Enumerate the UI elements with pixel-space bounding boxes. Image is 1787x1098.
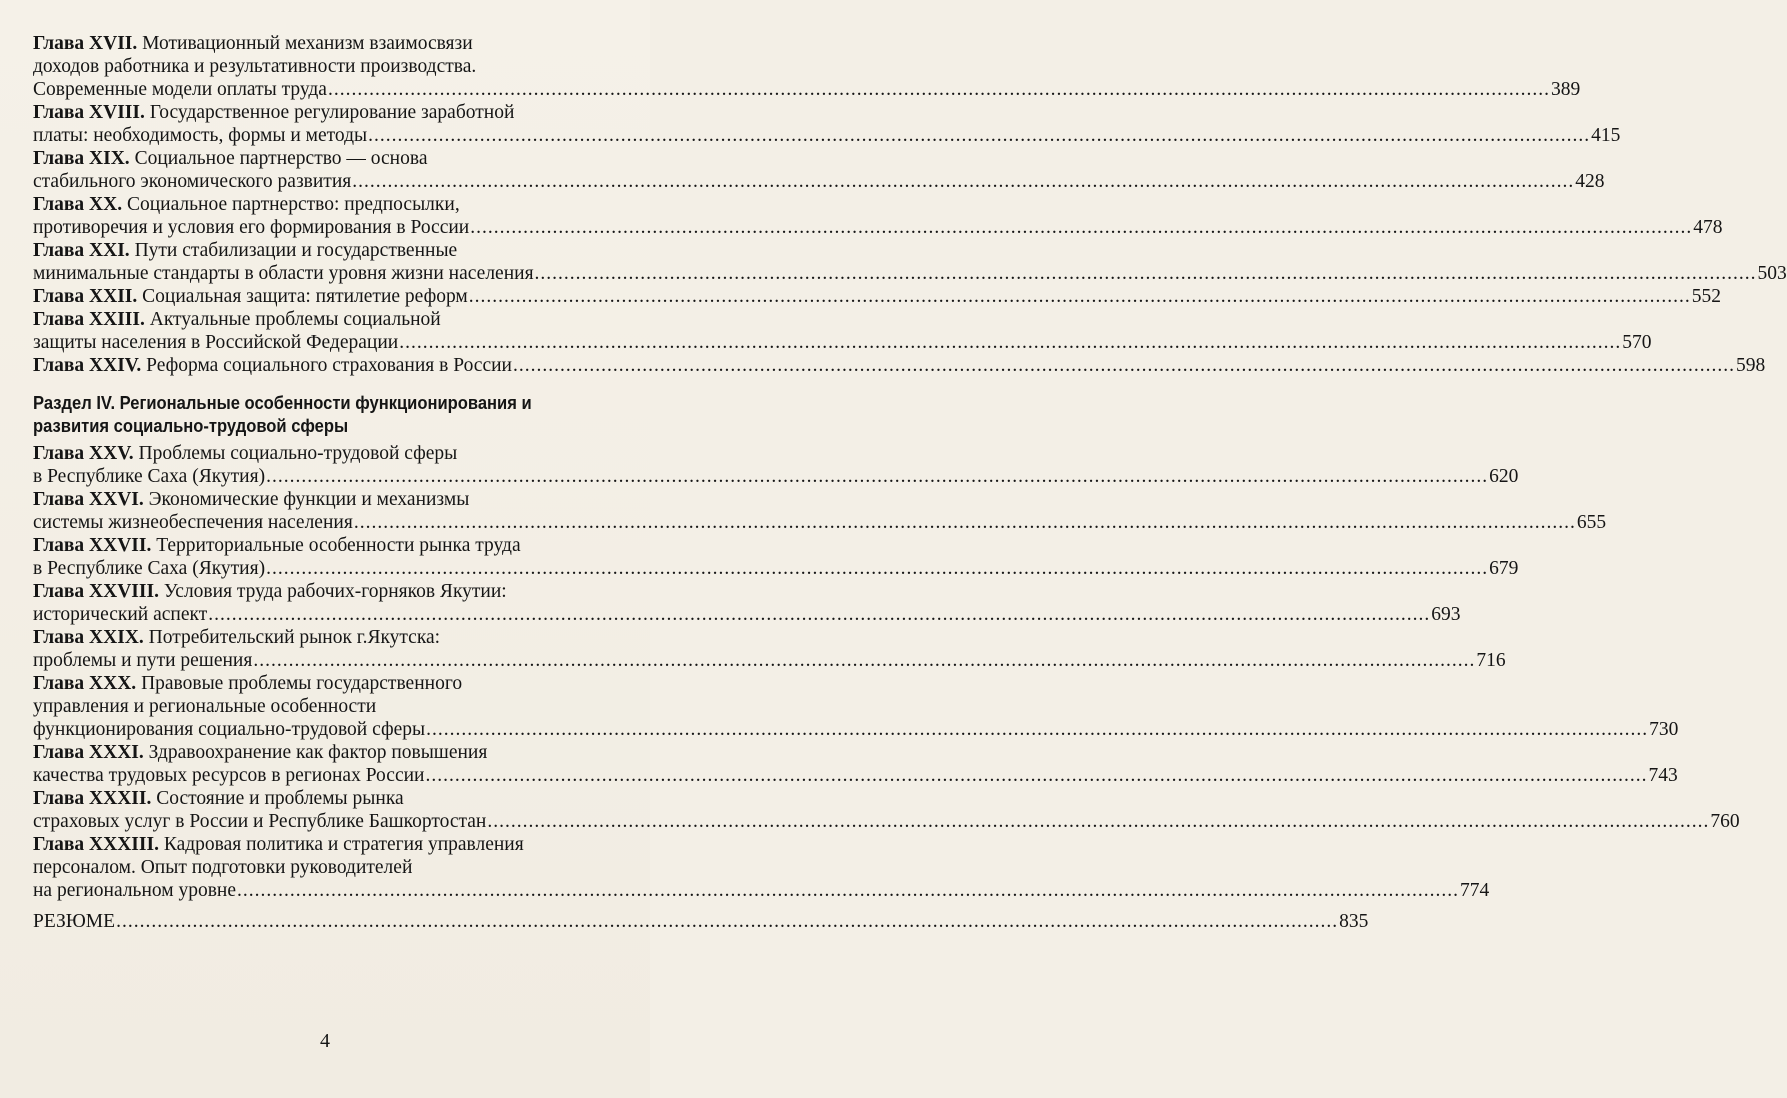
chapter-number: Глава XXII.: [33, 286, 138, 307]
page-ref: 835: [1339, 911, 1369, 932]
chapter-title-text: функционирования социально-трудовой сферы: [33, 719, 426, 740]
toc-entry[interactable]: [33, 787, 1740, 833]
chapter-number: Глава XXXII.: [33, 788, 152, 809]
dot-leader: [116, 911, 1338, 932]
toc-entry[interactable]: [33, 833, 1490, 902]
page-ref: 478: [1693, 217, 1723, 238]
chapter-title-text: Социальное партнерство — основа: [134, 148, 428, 169]
page-ref: 716: [1476, 650, 1506, 671]
page-ref: 428: [1575, 171, 1605, 192]
toc-entry[interactable]: [33, 534, 1519, 580]
section-heading-line: Раздел IV. Региональные особенности функционирования и: [33, 393, 532, 413]
dot-leader: [469, 286, 1691, 307]
toc-entry-line: [33, 626, 605, 649]
toc-entry-line: [33, 695, 605, 718]
page-ref: 730: [1649, 719, 1679, 740]
toc-entry-last-line: [33, 764, 1678, 787]
toc-entry-line: [33, 32, 605, 55]
toc-entry-line: [33, 442, 605, 465]
chapter-number: Глава XXVII.: [33, 535, 152, 556]
toc-entry-last-line: [33, 354, 1766, 377]
chapter-title-text: системы жизнеобеспечения населения: [33, 512, 353, 533]
toc-entry[interactable]: [33, 580, 1461, 626]
page-ref: 389: [1550, 79, 1581, 100]
toc-entry-line: [33, 488, 605, 511]
dot-leader: [253, 650, 1475, 671]
toc-entry[interactable]: [33, 193, 1723, 239]
section-heading: [33, 392, 603, 438]
toc-entry-last-line: [33, 649, 1506, 672]
toc-entry[interactable]: [33, 101, 1621, 147]
toc-entry-line: [33, 741, 605, 764]
page-ref: 620: [1489, 466, 1519, 487]
chapter-title-text: качества трудовых ресурсов в регионах России: [33, 765, 425, 786]
chapter-number: Глава XXIX.: [33, 627, 144, 648]
chapter-number: Глава XIX.: [33, 148, 130, 169]
chapter-number: Глава XXXIII.: [33, 834, 159, 855]
toc-entry-resume[interactable]: [33, 910, 1369, 933]
chapter-title-text: доходов работника и результативности производства.: [33, 56, 477, 77]
chapter-title-text: Мотивационный механизм взаимосвязи: [142, 33, 473, 54]
chapter-title-text: Правовые проблемы государственного: [141, 673, 463, 694]
chapter-number: Глава XXVI.: [33, 489, 144, 510]
chapter-title-text: Потребительский рынок г.Якутска:: [148, 627, 441, 648]
page-ref: 679: [1489, 558, 1519, 579]
page-ref: 415: [1591, 125, 1621, 146]
chapter-title-text: Социальное партнерство: предпосылки,: [126, 194, 460, 215]
chapter-number: Глава XXVIII.: [33, 581, 159, 602]
chapter-title-text: в Республике Саха (Якутия): [33, 466, 266, 487]
page-ref: 655: [1576, 512, 1607, 533]
chapter-title-text: Государственное регулирование заработной: [149, 102, 515, 123]
toc-entry-line: [33, 239, 605, 262]
dot-leader: [266, 466, 1488, 487]
toc-entry[interactable]: [33, 488, 1607, 534]
toc-entry-line: [33, 787, 605, 810]
toc-entry-line: [33, 55, 605, 78]
toc-entry-last-line: [33, 78, 1581, 101]
toc-entry[interactable]: [33, 32, 1581, 101]
dot-leader: [425, 765, 1647, 786]
page-ref: 503: [1757, 263, 1787, 284]
chapter-number: Глава XXIII.: [33, 309, 145, 330]
chapter-title-text: Современные модели оплаты труда: [33, 79, 327, 100]
chapter-number: Глава XXIV.: [33, 355, 142, 376]
dot-leader: [535, 263, 1757, 284]
chapter-title-text: стабильного экономического развития: [33, 171, 352, 192]
chapter-title-text: минимальные стандарты в области уровня жизни населения: [33, 263, 534, 284]
dot-leader: [513, 355, 1735, 376]
toc-entry-last-line: [33, 879, 1490, 902]
toc-entry-last-line: [33, 285, 1721, 308]
toc-entry-last-line: [33, 262, 1787, 285]
toc-entry-last-line: [33, 465, 1519, 488]
chapter-title-text: противоречия и условия его формирования в России: [33, 217, 470, 238]
toc-entry[interactable]: [33, 442, 1519, 488]
toc-entry-line: [33, 147, 605, 170]
toc-entry-line: [33, 193, 605, 216]
chapter-title-text: Актуальные проблемы социальной: [149, 309, 441, 330]
toc-entry-last-line: [33, 331, 1652, 354]
toc-entry-last-line: [33, 170, 1605, 193]
chapter-title-text: управления и региональные особенности: [33, 696, 377, 717]
chapter-title-text: в Республике Саха (Якутия): [33, 558, 266, 579]
dot-leader: [352, 171, 1574, 192]
page-ref: 552: [1691, 286, 1721, 307]
chapter-title-text: Проблемы социально-трудовой сферы: [138, 443, 458, 464]
dot-leader: [354, 512, 1576, 533]
page-ref: 693: [1431, 604, 1461, 625]
section-heading-line: развития социально-трудовой сферы: [33, 416, 349, 436]
toc-entry-last-line: [33, 557, 1519, 580]
dot-leader: [399, 332, 1621, 353]
chapter-number: Глава XXX.: [33, 673, 137, 694]
page-ref: 598: [1736, 355, 1766, 376]
chapter-title-text: на региональном уровне: [33, 880, 237, 901]
dot-leader: [237, 880, 1459, 901]
chapter-title-text: Реформа социального страхования в России: [146, 355, 512, 376]
chapter-number: Глава XXXI.: [33, 742, 144, 763]
chapter-number: Глава XVIII.: [33, 102, 145, 123]
toc-entry[interactable]: [33, 147, 1605, 193]
chapter-title-text: проблемы и пути решения: [33, 650, 253, 671]
chapter-title-text: Социальная защита: пятилетие реформ: [142, 286, 468, 307]
toc-entry[interactable]: [33, 308, 1652, 354]
toc-entry-last-line: [33, 810, 1740, 833]
toc-entry-line: [33, 101, 605, 124]
toc-entry-last-line: [33, 603, 1461, 626]
toc-entry-last-line: [33, 511, 1607, 534]
dot-leader: [426, 719, 1648, 740]
chapter-title-text: Пути стабилизации и государственные: [134, 240, 458, 261]
chapter-title-text: Здравоохранение как фактор повышения: [148, 742, 488, 763]
dot-leader: [470, 217, 1692, 238]
toc-entry[interactable]: [33, 626, 1506, 672]
page-ref: 760: [1710, 811, 1740, 832]
toc-entry[interactable]: [33, 672, 1679, 741]
toc-entry-line: [33, 856, 605, 879]
toc-entry-line: [33, 580, 605, 603]
resume-title: РЕЗЮМЕ: [33, 911, 116, 932]
toc-entry[interactable]: [33, 354, 1766, 377]
toc-entry-last-line: [33, 718, 1679, 741]
toc-entry[interactable]: [33, 741, 1678, 787]
dot-leader: [328, 79, 1550, 100]
dot-leader: [266, 558, 1488, 579]
chapter-number: Глава XXV.: [33, 443, 134, 464]
toc-entry-line: [33, 308, 605, 331]
chapter-title-text: защиты населения в Российской Федерации: [33, 332, 399, 353]
chapter-number: Глава XX.: [33, 194, 123, 215]
chapter-title-text: Условия труда рабочих-горняков Якутии:: [163, 581, 507, 602]
chapter-title-text: страховых услуг в России и Республике Башкортостан: [33, 811, 487, 832]
chapter-title-text: Экономические функции и механизмы: [148, 489, 470, 510]
dot-leader: [487, 811, 1709, 832]
chapter-number: Глава XXI.: [33, 240, 130, 261]
page-ref: 570: [1622, 332, 1652, 353]
toc-entry-line: [33, 672, 605, 695]
chapter-title-text: персоналом. Опыт подготовки руководителей: [33, 857, 413, 878]
page-ref: 774: [1460, 880, 1490, 901]
chapter-title-text: Состояние и проблемы рынка: [156, 788, 404, 809]
chapter-title-text: Территориальные особенности рынка труда: [156, 535, 521, 556]
table-of-contents: [33, 32, 1787, 933]
toc-entry-line: [33, 534, 605, 557]
toc-entry-line: [33, 833, 605, 856]
dot-leader: [368, 125, 1590, 146]
page-number: 4: [320, 1030, 330, 1052]
toc-entry[interactable]: [33, 239, 1787, 285]
toc-entry-last-line: [33, 124, 1621, 147]
chapter-title-text: исторический аспект: [33, 604, 208, 625]
chapter-title-text: платы: необходимость, формы и методы: [33, 125, 368, 146]
chapter-number: Глава XVII.: [33, 33, 138, 54]
page-ref: 743: [1648, 765, 1678, 786]
chapter-title-text: Кадровая политика и стратегия управления: [163, 834, 524, 855]
toc-entry[interactable]: [33, 285, 1721, 308]
toc-entry-last-line: [33, 216, 1723, 239]
dot-leader: [208, 604, 1430, 625]
